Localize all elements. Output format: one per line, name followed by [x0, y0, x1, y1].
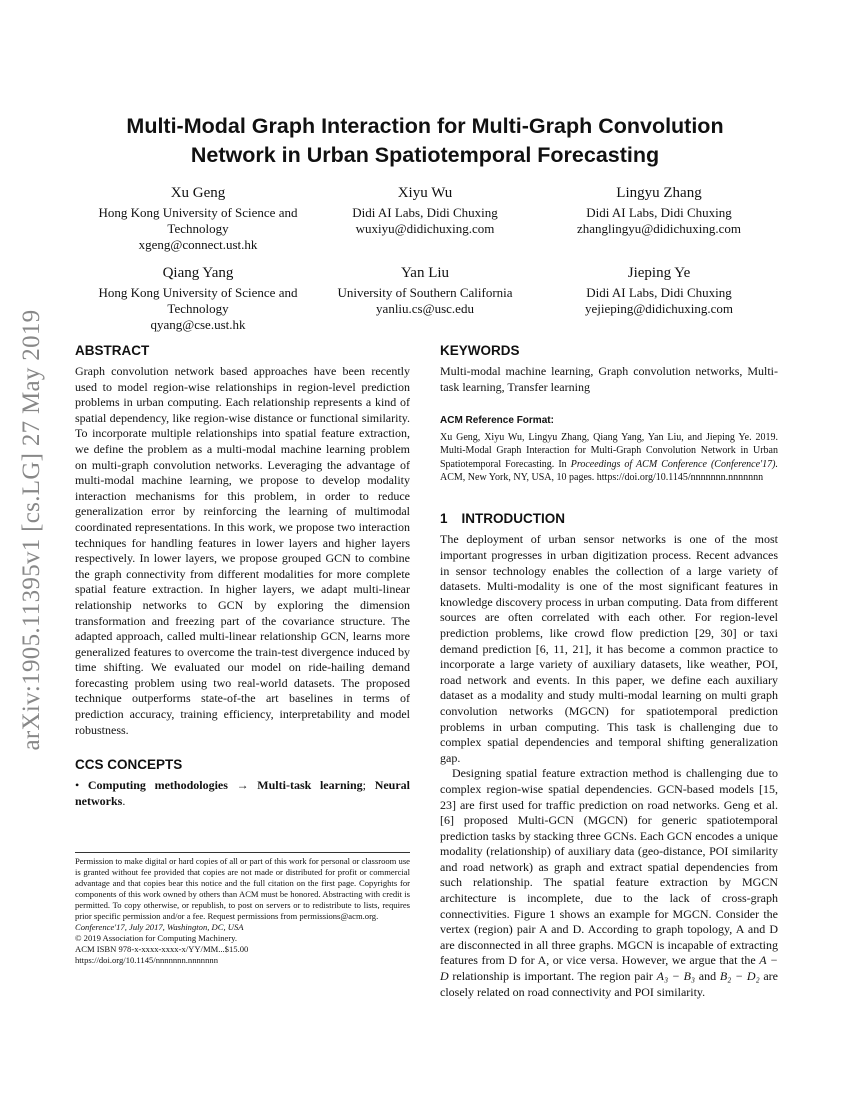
author-email: qyang@cse.ust.hk — [150, 317, 246, 332]
author-affiliation: Didi AI Labs, Didi Chuxing — [586, 205, 732, 220]
keywords-heading: KEYWORDS — [440, 343, 520, 358]
author-name: Jieping Ye — [627, 265, 691, 281]
author-block — [295, 184, 555, 237]
reference-text-post: ACM, New York, NY, USA, 10 pages. https://doi.org/10.1145/nnnnnnn.nnnnnnn — [440, 472, 764, 483]
footnote-isbn: ACM ISBN 978-x-xxxx-xxxx-x/YY/MM...$15.00 — [75, 944, 249, 954]
footnote-rule — [75, 852, 410, 853]
arxiv-identifier: arXiv:1905.11395v1 [cs.LG] 27 May 2019 — [18, 309, 45, 751]
author-affiliation: Didi AI Labs, Didi Chuxing — [586, 285, 732, 300]
ccs-end: . — [122, 793, 126, 808]
abstract-heading: ABSTRACT — [75, 343, 150, 358]
ccs-item-1: Computing methodologies → Multi-task learning — [87, 778, 363, 793]
footnote-doi[interactable]: https://doi.org/10.1145/nnnnnnn.nnnnnnn — [75, 955, 218, 965]
footnote-conference: Conference'17, July 2017, Washington, DC, USA — [75, 922, 244, 932]
section-number: 1 — [440, 511, 448, 527]
intro-paragraph-1: The deployment of urban sensor networks is one of the most important progresses in urban digitization process. Recent advances in sensor technology enables the collection of a large variety of datasets. Multi-modality is one of the most significant features in knowledge discovery process in urban computing. Data from different sources are often correlated with each other. For region-level prediction problems, like crowd flow prediction [29, 30] or taxi demand prediction [6, 11, 21], it has become a common practice to incorporate a large variety of auxiliary datasets, like weather, POI, road network and events. In this paper, we define each auxiliary dataset as a modality and study multi-modal learning on multi graph convolution networks (MGCN) for spatiotemporal prediction problems in urban computing. This task is challenging due to complex spatial dependencies and temporal shifting generalization gap. — [440, 532, 778, 765]
reference-format-text — [440, 431, 778, 485]
intro-text-b: relationship is important. The region pair — [448, 969, 657, 984]
intro-text-c: and — [695, 969, 720, 984]
ccs-separator: ; — [362, 778, 375, 793]
title-line-1: Multi-Modal Graph Interaction for Multi-Graph Convolution — [126, 114, 724, 138]
ccs-concepts — [75, 778, 410, 809]
math-b2-d2: B₂ − D₂ — [719, 969, 760, 984]
author-block — [68, 184, 328, 253]
author-block — [529, 184, 789, 237]
title-line-2: Network in Urban Spatiotemporal Forecasting — [190, 143, 660, 167]
author-affiliation: Technology — [167, 301, 229, 316]
math-a3-b3: A₃ − B₃ — [656, 969, 696, 984]
ccs-heading: CCS CONCEPTS — [75, 757, 183, 773]
author-email: yejieping@didichuxing.com — [584, 301, 734, 316]
author-name: Yan Liu — [400, 265, 450, 281]
author-email: wuxiyu@didichuxing.com — [355, 221, 495, 236]
author-affiliation: Hong Kong University of Science and — [98, 285, 298, 300]
author-block — [529, 264, 789, 317]
reference-format-heading: ACM Reference Format: — [440, 415, 554, 427]
left-column — [75, 342, 410, 809]
author-name: Lingyu Zhang — [616, 185, 702, 201]
author-block — [295, 264, 555, 317]
right-column — [440, 342, 778, 1000]
copyright-footnote — [75, 856, 410, 966]
intro-paragraph-2 — [440, 766, 778, 1000]
intro-text-d: are closely related on road connectivity and POI similarity. — [440, 969, 778, 999]
arxiv-sidebar — [6, 250, 58, 810]
author-name: Qiang Yang — [162, 265, 234, 281]
introduction-heading — [440, 510, 778, 528]
author-affiliation: Didi AI Labs, Didi Chuxing — [352, 205, 498, 220]
author-name: Xu Geng — [170, 185, 226, 201]
math-a-d: A − D — [440, 953, 778, 984]
author-affiliation: University of Southern California — [337, 285, 513, 300]
keywords-text: Multi-modal machine learning, Graph convolution networks, Multi-task learning, Transfer learning — [440, 364, 778, 394]
footnote-copyright: © 2019 Association for Computing Machinery. — [75, 933, 238, 943]
footnote-permission: Permission to make digital or hard copies of all or part of this work for personal or classroom use is granted without fee provided that copies are not made or distributed for profit or commercial advantage and that copies bear this notice and the full citation on the first page. Copyrights for components of this work owned by others than ACM must be honored. Abstracting with credit is permitted. To copy otherwise, or republish, to post on servers or to redistribute to lists, requires prior specific permission and/or a fee. Request permissions from permissions@acm.org. — [75, 856, 410, 921]
author-email: xgeng@connect.ust.hk — [138, 237, 258, 252]
ccs-bullet: • — [75, 778, 80, 793]
author-email: zhanglingyu@didichuxing.com — [577, 221, 741, 236]
reference-text-venue: Proceedings of ACM Conference (Conference'17). — [570, 458, 778, 470]
author-block — [68, 264, 328, 333]
abstract-text: Graph convolution network based approaches have been recently used to model region-wise relationships in region-level prediction problems in urban computing. Each relationship represents a kind of spatial dependency, like region-wise distance or functional similarity. To incorporate multiple relationships into spatial feature extraction, we define the problem as a multi-modal machine learning problem on multi-graph convolution networks. Leveraging the advantage of multi-modal machine learning, we propose to develop modality interaction mechanisms for this problem, in order to reduce generalization error by reinforcing the learning of multimodal coordinated representations. In this work, we propose two interaction techniques for handling features in lower layers and higher layers respectively. In lower layers, we propose grouped GCN to combine the graph connectivity from different modalities for more complete spatial feature extraction. In higher layers, we adapt multi-linear relationship networks to GCN by exploring the dimension transformation and freezing part of the covariance structure. The adapted approach, called multi-linear relationship GCN, learns more generalized features to overcome the train-test divergence induced by time shifting. We evaluated our model on ride-hailing demand forecasting problem using two real-world datasets. The proposed technique outperforms state-of-the art baselines in terms of prediction accuracy, training efficiency, interpretability and model robustness. — [75, 364, 410, 737]
intro-text-a: Designing spatial feature extraction method is challenging due to complex region-wise spatial dependencies. GCN-based models [15, 23] are first used for traffic prediction on road networks. Geng et al. [6] proposed Multi-GCN (MGCN) for generic spatiotemporal prediction tasks by stacking three GCNs. Each GCN encodes a unique modality (relationship) of auxiliary data (geo-distance, POI similarity and road network) as graph and extract spatial dependencies from such relationship. The spatial feature extraction by MGCN architecture is incomplete, due to the lack of cross-graph connectivities. Figure 1 shows an example for MGCN. Consider the vertex (region) pair A and D. According to graph topology, A and D are disconnected in all three graphs. MGCN is incapable of extracting features from D for A, or vice versa. However, we argue that the — [440, 766, 778, 968]
author-name: Xiyu Wu — [397, 185, 453, 201]
ccs-item-2: Neural networks — [75, 778, 411, 808]
author-affiliation: Hong Kong University of Science and — [98, 205, 298, 220]
paper-title — [60, 112, 790, 170]
author-affiliation: Technology — [167, 221, 229, 236]
reference-text-pre: Xu Geng, Xiyu Wu, Lingyu Zhang, Qiang Yang, Yan Liu, and Jieping Ye. 2019. Multi-Modal Graph Interaction for Multi-Graph Convolution Network in Urban Spatiotemporal Forecasting. In — [440, 431, 778, 470]
section-title: INTRODUCTION — [461, 511, 566, 527]
author-email: yanliu.cs@usc.edu — [376, 301, 474, 316]
